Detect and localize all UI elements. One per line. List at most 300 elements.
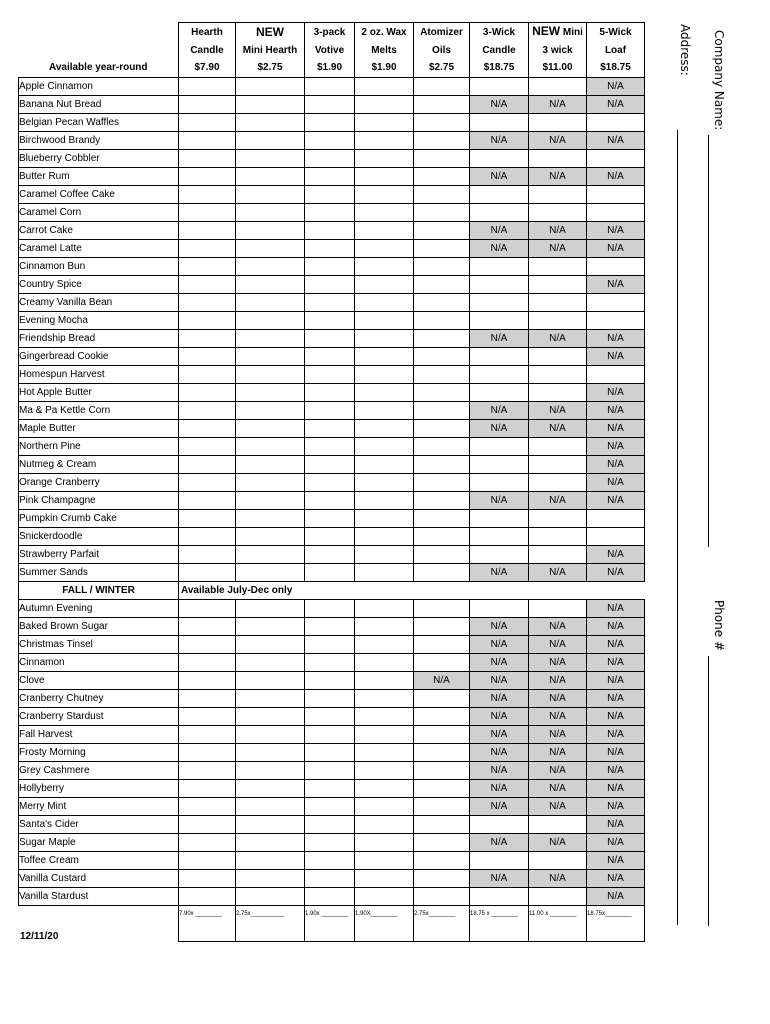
qty-cell-wax-melts[interactable] [355,635,414,653]
qty-cell-wax-melts[interactable] [355,563,414,581]
qty-cell-mini-hearth[interactable] [236,401,305,419]
qty-cell-atomizer[interactable] [414,869,470,887]
qty-cell-atomizer[interactable] [414,797,470,815]
qty-cell-mini-hearth[interactable] [236,887,305,905]
qty-cell-atomizer[interactable] [414,293,470,311]
qty-cell-mini-3wick[interactable] [529,599,587,617]
qty-cell-mini-hearth[interactable] [236,761,305,779]
qty-cell-3wick[interactable] [470,257,529,275]
col-mini-3wick-new-label: NEW [532,24,561,38]
qty-cell-wax-melts[interactable] [355,509,414,527]
qty-cell-mini-hearth[interactable] [236,815,305,833]
qty-cell-mini-hearth[interactable] [236,635,305,653]
qty-cell-mini-3wick[interactable] [529,365,587,383]
qty-cell-votive[interactable] [305,347,355,365]
qty-cell-mini-hearth[interactable] [236,653,305,671]
qty-cell-wax-melts[interactable] [355,311,414,329]
total-field-wax[interactable]: 1.90X________ [355,905,414,941]
qty-cell-atomizer[interactable] [414,743,470,761]
qty-cell-hearth[interactable] [179,635,236,653]
qty-cell-mini-3wick[interactable] [529,473,587,491]
qty-cell-wax-melts[interactable] [355,617,414,635]
qty-cell-wax-melts[interactable] [355,851,414,869]
qty-cell-hearth[interactable] [179,869,236,887]
qty-cell-3wick[interactable] [470,545,529,563]
qty-cell-mini-hearth[interactable] [236,491,305,509]
qty-cell-wax-melts[interactable] [355,77,414,95]
qty-cell-atomizer[interactable] [414,239,470,257]
qty-cell-wax-melts[interactable] [355,401,414,419]
total-field-votive[interactable]: 1.90x ________ [305,905,355,941]
qty-cell-votive[interactable] [305,617,355,635]
na-cell-5wick-loaf: N/A [587,221,645,239]
qty-cell-3wick[interactable] [470,527,529,545]
qty-cell-votive[interactable] [305,653,355,671]
address-line[interactable] [677,130,678,925]
qty-cell-atomizer[interactable] [414,545,470,563]
qty-cell-mini-hearth[interactable] [236,329,305,347]
qty-cell-mini-hearth[interactable] [236,95,305,113]
qty-cell-mini-hearth[interactable] [236,671,305,689]
qty-cell-atomizer[interactable] [414,473,470,491]
qty-cell-5wick-loaf[interactable] [587,293,645,311]
qty-cell-mini-hearth[interactable] [236,383,305,401]
qty-cell-wax-melts[interactable] [355,491,414,509]
qty-cell-votive[interactable] [305,509,355,527]
qty-cell-hearth[interactable] [179,491,236,509]
qty-cell-mini-hearth[interactable] [236,545,305,563]
qty-cell-mini-hearth[interactable] [236,149,305,167]
qty-cell-wax-melts[interactable] [355,761,414,779]
qty-cell-hearth[interactable] [179,563,236,581]
qty-cell-atomizer[interactable] [414,491,470,509]
qty-cell-wax-melts[interactable] [355,293,414,311]
qty-cell-atomizer[interactable] [414,329,470,347]
qty-cell-atomizer[interactable] [414,221,470,239]
qty-cell-atomizer[interactable] [414,419,470,437]
qty-cell-hearth[interactable] [179,203,236,221]
qty-cell-atomizer[interactable] [414,707,470,725]
qty-cell-wax-melts[interactable] [355,815,414,833]
qty-cell-mini-hearth[interactable] [236,347,305,365]
qty-cell-hearth[interactable] [179,95,236,113]
qty-cell-votive[interactable] [305,329,355,347]
qty-cell-atomizer[interactable] [414,95,470,113]
qty-cell-mini-3wick[interactable] [529,437,587,455]
qty-cell-atomizer[interactable] [414,149,470,167]
qty-cell-mini-3wick[interactable] [529,545,587,563]
qty-cell-votive[interactable] [305,221,355,239]
scent-name: Grey Cashmere [19,761,179,779]
qty-cell-hearth[interactable] [179,383,236,401]
qty-cell-atomizer[interactable] [414,131,470,149]
qty-cell-3wick[interactable] [470,311,529,329]
qty-cell-atomizer[interactable] [414,815,470,833]
qty-cell-wax-melts[interactable] [355,167,414,185]
qty-cell-hearth[interactable] [179,887,236,905]
total-field-3wick[interactable]: 18.75 x ________ [470,905,529,941]
qty-cell-mini-hearth[interactable] [236,77,305,95]
qty-cell-wax-melts[interactable] [355,779,414,797]
qty-cell-votive[interactable] [305,725,355,743]
qty-cell-votive[interactable] [305,635,355,653]
qty-cell-mini-3wick[interactable] [529,347,587,365]
qty-cell-hearth[interactable] [179,257,236,275]
qty-cell-votive[interactable] [305,383,355,401]
qty-cell-mini-3wick[interactable] [529,77,587,95]
qty-cell-mini-3wick[interactable] [529,815,587,833]
qty-cell-hearth[interactable] [179,617,236,635]
qty-cell-mini-hearth[interactable] [236,707,305,725]
qty-cell-atomizer[interactable] [414,365,470,383]
qty-cell-hearth[interactable] [179,239,236,257]
qty-cell-atomizer[interactable] [414,185,470,203]
qty-cell-wax-melts[interactable] [355,545,414,563]
qty-cell-wax-melts[interactable] [355,95,414,113]
table-row [19,203,645,221]
qty-cell-votive[interactable] [305,797,355,815]
qty-cell-hearth[interactable] [179,365,236,383]
qty-cell-votive[interactable] [305,77,355,95]
qty-cell-wax-melts[interactable] [355,599,414,617]
qty-cell-votive[interactable] [305,455,355,473]
qty-cell-3wick[interactable] [470,815,529,833]
qty-cell-atomizer[interactable] [414,779,470,797]
qty-cell-3wick[interactable] [470,185,529,203]
qty-cell-hearth[interactable] [179,329,236,347]
qty-cell-hearth[interactable] [179,311,236,329]
qty-cell-wax-melts[interactable] [355,869,414,887]
qty-cell-3wick[interactable] [470,851,529,869]
qty-cell-votive[interactable] [305,239,355,257]
qty-cell-3wick[interactable] [470,455,529,473]
qty-cell-mini-hearth[interactable] [236,419,305,437]
qty-cell-atomizer[interactable] [414,527,470,545]
qty-cell-atomizer[interactable] [414,509,470,527]
qty-cell-hearth[interactable] [179,455,236,473]
qty-cell-hearth[interactable] [179,167,236,185]
qty-cell-mini-3wick[interactable] [529,149,587,167]
qty-cell-votive[interactable] [305,743,355,761]
qty-cell-3wick[interactable] [470,77,529,95]
qty-cell-mini-hearth[interactable] [236,167,305,185]
qty-cell-mini-hearth[interactable] [236,743,305,761]
qty-cell-5wick-loaf[interactable] [587,203,645,221]
qty-cell-atomizer[interactable] [414,455,470,473]
qty-cell-wax-melts[interactable] [355,239,414,257]
qty-cell-mini-hearth[interactable] [236,275,305,293]
qty-cell-5wick-loaf[interactable] [587,365,645,383]
qty-cell-hearth[interactable] [179,275,236,293]
col-5wick-line1: 5-Wick [587,23,645,42]
qty-cell-5wick-loaf[interactable] [587,257,645,275]
qty-cell-5wick-loaf[interactable] [587,113,645,131]
qty-cell-wax-melts[interactable] [355,707,414,725]
qty-cell-hearth[interactable] [179,797,236,815]
qty-cell-5wick-loaf[interactable] [587,149,645,167]
qty-cell-votive[interactable] [305,293,355,311]
qty-cell-votive[interactable] [305,545,355,563]
qty-cell-mini-hearth[interactable] [236,851,305,869]
qty-cell-hearth[interactable] [179,815,236,833]
total-field-atomizer[interactable]: 2.75x________ [414,905,470,941]
qty-cell-wax-melts[interactable] [355,203,414,221]
na-cell-mini-3wick: N/A [529,221,587,239]
qty-cell-mini-3wick[interactable] [529,455,587,473]
qty-cell-wax-melts[interactable] [355,131,414,149]
qty-cell-wax-melts[interactable] [355,329,414,347]
qty-cell-3wick[interactable] [470,509,529,527]
qty-cell-mini-hearth[interactable] [236,437,305,455]
qty-cell-atomizer[interactable] [414,203,470,221]
qty-cell-atomizer[interactable] [414,761,470,779]
qty-cell-5wick-loaf[interactable] [587,527,645,545]
qty-cell-atomizer[interactable] [414,653,470,671]
qty-cell-hearth[interactable] [179,113,236,131]
qty-cell-mini-hearth[interactable] [236,869,305,887]
qty-cell-3wick[interactable] [470,473,529,491]
qty-cell-wax-melts[interactable] [355,653,414,671]
qty-cell-wax-melts[interactable] [355,113,414,131]
qty-cell-mini-3wick[interactable] [529,257,587,275]
qty-cell-wax-melts[interactable] [355,743,414,761]
qty-cell-hearth[interactable] [179,725,236,743]
qty-cell-mini-3wick[interactable] [529,383,587,401]
qty-cell-wax-melts[interactable] [355,419,414,437]
qty-cell-mini-3wick[interactable] [529,509,587,527]
qty-cell-atomizer[interactable] [414,257,470,275]
qty-cell-votive[interactable] [305,401,355,419]
qty-cell-hearth[interactable] [179,347,236,365]
qty-cell-mini-hearth[interactable] [236,527,305,545]
qty-cell-atomizer[interactable] [414,833,470,851]
qty-cell-mini-hearth[interactable] [236,221,305,239]
total-field-mini-3wick[interactable]: 11.00 x ________ [529,905,587,941]
qty-cell-mini-3wick[interactable] [529,185,587,203]
qty-cell-votive[interactable] [305,689,355,707]
qty-cell-wax-melts[interactable] [355,833,414,851]
qty-cell-3wick[interactable] [470,437,529,455]
qty-cell-5wick-loaf[interactable] [587,185,645,203]
qty-cell-wax-melts[interactable] [355,275,414,293]
qty-cell-mini-hearth[interactable] [236,833,305,851]
qty-cell-3wick[interactable] [470,203,529,221]
qty-cell-votive[interactable] [305,599,355,617]
qty-cell-atomizer[interactable] [414,635,470,653]
qty-cell-3wick[interactable] [470,599,529,617]
qty-cell-mini-hearth[interactable] [236,185,305,203]
na-cell-3wick: N/A [470,401,529,419]
qty-cell-mini-3wick[interactable] [529,527,587,545]
qty-cell-hearth[interactable] [179,293,236,311]
qty-cell-mini-3wick[interactable] [529,887,587,905]
qty-cell-atomizer[interactable] [414,113,470,131]
qty-cell-atomizer[interactable] [414,887,470,905]
qty-cell-hearth[interactable] [179,527,236,545]
phone-line[interactable] [708,656,709,926]
qty-cell-mini-3wick[interactable] [529,293,587,311]
qty-cell-mini-hearth[interactable] [236,725,305,743]
qty-cell-mini-hearth[interactable] [236,257,305,275]
qty-cell-atomizer[interactable] [414,437,470,455]
qty-cell-hearth[interactable] [179,545,236,563]
qty-cell-atomizer[interactable] [414,599,470,617]
qty-cell-mini-hearth[interactable] [236,239,305,257]
qty-cell-hearth[interactable] [179,833,236,851]
qty-cell-votive[interactable] [305,761,355,779]
qty-cell-mini-3wick[interactable] [529,851,587,869]
qty-cell-wax-melts[interactable] [355,185,414,203]
qty-cell-votive[interactable] [305,311,355,329]
qty-cell-3wick[interactable] [470,365,529,383]
qty-cell-mini-3wick[interactable] [529,311,587,329]
total-field-mini-hearth[interactable]: 2.75x__________ [236,905,305,941]
qty-cell-wax-melts[interactable] [355,221,414,239]
qty-cell-hearth[interactable] [179,707,236,725]
qty-cell-hearth[interactable] [179,77,236,95]
qty-cell-atomizer[interactable] [414,851,470,869]
na-cell-5wick-loaf: N/A [587,671,645,689]
company-name-line[interactable] [708,135,709,547]
qty-cell-votive[interactable] [305,365,355,383]
qty-cell-hearth[interactable] [179,779,236,797]
qty-cell-hearth[interactable] [179,599,236,617]
qty-cell-atomizer[interactable] [414,689,470,707]
qty-cell-mini-hearth[interactable] [236,797,305,815]
qty-cell-atomizer[interactable] [414,347,470,365]
qty-cell-votive[interactable] [305,437,355,455]
qty-cell-atomizer[interactable] [414,383,470,401]
qty-cell-hearth[interactable] [179,761,236,779]
qty-cell-mini-hearth[interactable] [236,365,305,383]
qty-cell-mini-3wick[interactable] [529,203,587,221]
qty-cell-votive[interactable] [305,563,355,581]
qty-cell-mini-3wick[interactable] [529,275,587,293]
qty-cell-hearth[interactable] [179,671,236,689]
qty-cell-mini-hearth[interactable] [236,455,305,473]
qty-cell-mini-hearth[interactable] [236,509,305,527]
qty-cell-votive[interactable] [305,185,355,203]
qty-cell-votive[interactable] [305,167,355,185]
qty-cell-mini-hearth[interactable] [236,779,305,797]
qty-cell-wax-melts[interactable] [355,455,414,473]
qty-cell-votive[interactable] [305,527,355,545]
qty-cell-votive[interactable] [305,491,355,509]
qty-cell-wax-melts[interactable] [355,527,414,545]
qty-cell-hearth[interactable] [179,419,236,437]
qty-cell-wax-melts[interactable] [355,689,414,707]
qty-cell-3wick[interactable] [470,887,529,905]
qty-cell-mini-hearth[interactable] [236,131,305,149]
qty-cell-mini-hearth[interactable] [236,113,305,131]
qty-cell-wax-melts[interactable] [355,347,414,365]
na-cell-5wick-loaf: N/A [587,563,645,581]
qty-cell-wax-melts[interactable] [355,797,414,815]
qty-cell-atomizer[interactable] [414,725,470,743]
qty-cell-votive[interactable] [305,851,355,869]
qty-cell-votive[interactable] [305,707,355,725]
qty-cell-votive[interactable] [305,419,355,437]
qty-cell-votive[interactable] [305,473,355,491]
qty-cell-mini-hearth[interactable] [236,473,305,491]
qty-cell-mini-hearth[interactable] [236,311,305,329]
qty-cell-hearth[interactable] [179,401,236,419]
qty-cell-atomizer[interactable] [414,167,470,185]
qty-cell-hearth[interactable] [179,149,236,167]
qty-cell-atomizer[interactable] [414,617,470,635]
qty-cell-3wick[interactable] [470,383,529,401]
qty-cell-hearth[interactable] [179,689,236,707]
qty-cell-votive[interactable] [305,257,355,275]
qty-cell-votive[interactable] [305,833,355,851]
qty-cell-atomizer[interactable] [414,77,470,95]
qty-cell-hearth[interactable] [179,473,236,491]
qty-cell-5wick-loaf[interactable] [587,509,645,527]
qty-cell-hearth[interactable] [179,653,236,671]
qty-cell-3wick[interactable] [470,113,529,131]
qty-cell-mini-hearth[interactable] [236,599,305,617]
qty-cell-wax-melts[interactable] [355,383,414,401]
qty-cell-atomizer[interactable] [414,401,470,419]
qty-cell-hearth[interactable] [179,131,236,149]
qty-cell-3wick[interactable] [470,347,529,365]
qty-cell-votive[interactable] [305,95,355,113]
qty-cell-votive[interactable] [305,275,355,293]
qty-cell-votive[interactable] [305,203,355,221]
qty-cell-atomizer[interactable] [414,275,470,293]
qty-cell-wax-melts[interactable] [355,887,414,905]
total-field-hearth[interactable]: 7.90x ________ [179,905,236,941]
qty-cell-votive[interactable] [305,815,355,833]
qty-cell-votive[interactable] [305,131,355,149]
qty-cell-mini-hearth[interactable] [236,617,305,635]
qty-cell-votive[interactable] [305,113,355,131]
qty-cell-wax-melts[interactable] [355,437,414,455]
qty-cell-atomizer[interactable] [414,563,470,581]
qty-cell-3wick[interactable] [470,275,529,293]
qty-cell-mini-hearth[interactable] [236,689,305,707]
qty-cell-hearth[interactable] [179,509,236,527]
qty-cell-wax-melts[interactable] [355,365,414,383]
qty-cell-votive[interactable] [305,671,355,689]
qty-cell-hearth[interactable] [179,221,236,239]
qty-cell-hearth[interactable] [179,851,236,869]
qty-cell-votive[interactable] [305,887,355,905]
qty-cell-3wick[interactable] [470,149,529,167]
qty-cell-wax-melts[interactable] [355,671,414,689]
qty-cell-mini-hearth[interactable] [236,293,305,311]
qty-cell-mini-3wick[interactable] [529,113,587,131]
qty-cell-votive[interactable] [305,779,355,797]
qty-cell-hearth[interactable] [179,437,236,455]
table-row [19,707,645,725]
total-field-5wick[interactable]: 18.75x________ [587,905,645,941]
qty-cell-atomizer[interactable] [414,311,470,329]
qty-cell-votive[interactable] [305,149,355,167]
qty-cell-3wick[interactable] [470,293,529,311]
qty-cell-wax-melts[interactable] [355,725,414,743]
qty-cell-votive[interactable] [305,869,355,887]
na-cell-mini-3wick: N/A [529,635,587,653]
qty-cell-hearth[interactable] [179,185,236,203]
qty-cell-wax-melts[interactable] [355,473,414,491]
qty-cell-wax-melts[interactable] [355,257,414,275]
qty-cell-mini-hearth[interactable] [236,563,305,581]
qty-cell-wax-melts[interactable] [355,149,414,167]
qty-cell-mini-hearth[interactable] [236,203,305,221]
qty-cell-5wick-loaf[interactable] [587,311,645,329]
qty-cell-hearth[interactable] [179,743,236,761]
